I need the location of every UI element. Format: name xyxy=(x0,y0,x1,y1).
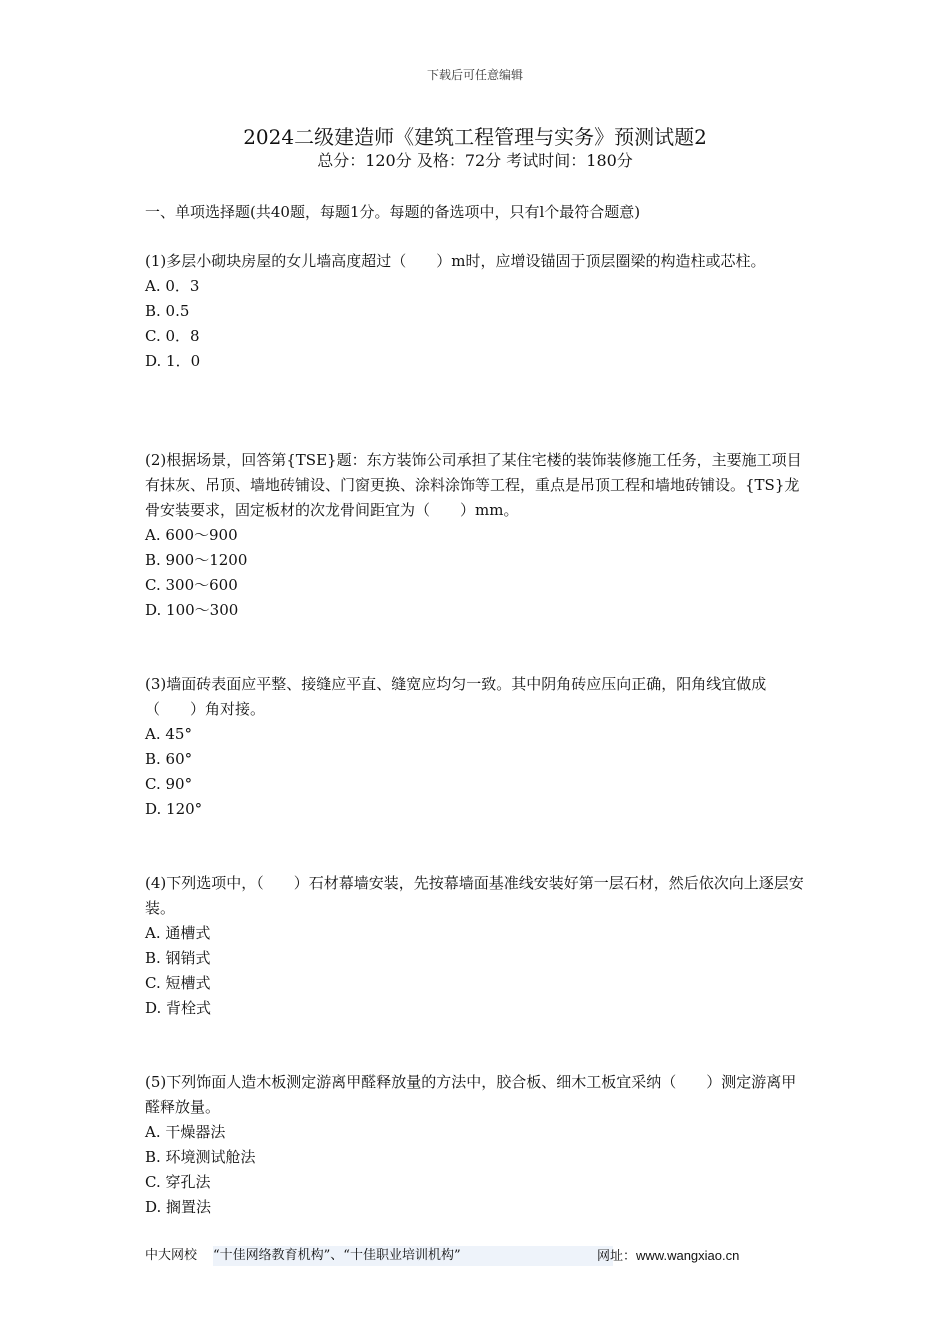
option-a: A. 45° xyxy=(145,725,192,743)
footer-brand: 中大网校 xyxy=(145,1248,198,1263)
footer-site-label: 网址： xyxy=(597,1249,637,1264)
page-footer xyxy=(145,1246,740,1266)
question-stem: (2)根据场景，回答第{TSE}题：东方装饰公司承担了某住宅楼的装饰装修施工任务，主要施工项目有抹灰、吊顶、墙地砖铺设、门窗更换、涂料涂饰等工程，重点是吊顶工程和墙地砖铺设。{TS}龙骨安装要求，固定板材的次龙骨间距宜为（ ）mm。 xyxy=(145,451,802,519)
footer-website xyxy=(597,1246,739,1267)
option-c: C. 300～600 xyxy=(145,576,238,594)
option-b: B. 0.5 xyxy=(145,302,190,320)
option-d: D. 120° xyxy=(145,800,203,818)
option-c: C. 90° xyxy=(145,775,193,793)
option-d: D. 1．0 xyxy=(145,352,201,370)
option-d: D. 搁置法 xyxy=(145,1198,212,1216)
section-heading: 一、单项选择题(共40题，每题1分。每题的备选项中，只有l个最符合题意) xyxy=(145,203,641,221)
option-c: C. 穿孔法 xyxy=(145,1173,211,1191)
option-b: B. 钢销式 xyxy=(145,949,211,967)
question-stem: (4)下列选项中，（ ）石材幕墙安装，先按幕墙面基准线安装好第一层石材，然后依次向上逐层安装。 xyxy=(145,874,804,917)
option-c: C. 短槽式 xyxy=(145,974,211,992)
header-note: 下载后可任意编辑 xyxy=(426,68,523,82)
option-a: A. 600～900 xyxy=(145,526,238,544)
question-stem: (3)墙面砖表面应平整、接缝应平直、缝宽应均匀一致。其中阴角砖应压向正确，阳角线宜做成（ ）角对接。 xyxy=(145,675,767,718)
option-d: D. 背栓式 xyxy=(145,999,212,1017)
option-d: D. 100～300 xyxy=(145,601,239,619)
exam-info: 总分：120分 及格：72分 考试时间：180分 xyxy=(317,151,633,170)
page-title: 2024二级建造师《建筑工程管理与实务》预测试题2 xyxy=(243,125,707,149)
question-4 xyxy=(145,871,807,1021)
option-b: B. 60° xyxy=(145,750,193,768)
question-3 xyxy=(145,672,807,822)
option-a: A. 干燥器法 xyxy=(145,1123,226,1141)
question-1 xyxy=(145,249,807,374)
footer-slogan: “十佳网络教育机构”、“十佳职业培训机构” xyxy=(213,1246,613,1266)
question-5 xyxy=(145,1070,807,1220)
question-2 xyxy=(145,448,807,623)
question-stem: (5)下列饰面人造木板测定游离甲醛释放量的方法中，胶合板、细木工板宜采纳（ ）测定游离甲醛释放量。 xyxy=(145,1073,797,1116)
question-stem: (1)多层小砌块房屋的女儿墙高度超过（ ）m时，应增设锚固于顶层圈梁的构造柱或芯柱。 xyxy=(145,252,766,270)
option-c: C. 0．8 xyxy=(145,327,200,345)
option-a: A. 0．3 xyxy=(145,277,200,295)
option-b: B. 900～1200 xyxy=(145,551,248,569)
footer-site-link[interactable]: www.wangxiao.cn xyxy=(636,1248,740,1263)
option-a: A. 通槽式 xyxy=(145,924,211,942)
option-b: B. 环境测试舱法 xyxy=(145,1148,256,1166)
